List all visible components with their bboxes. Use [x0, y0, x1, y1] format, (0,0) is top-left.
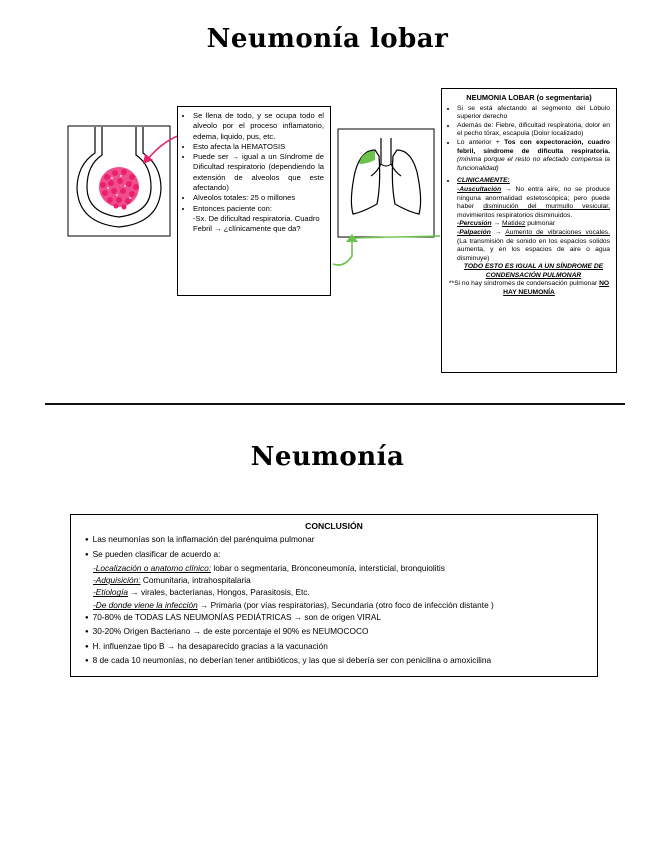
- list-item: • Se llena de todo, y se ocupa todo el alveolo por el proceso inflamatorio, edema, liquido, pus, etc.: [193, 111, 324, 142]
- list-item: • Entonces paciente con:: [193, 204, 324, 214]
- box-header: NEUMONIA LOBAR (o segmentaria): [466, 93, 592, 102]
- title-lobar: Neumonía lobar: [206, 24, 449, 54]
- list-item: ● Las neumonías son la inflamación del parénquima pulmonar: [85, 533, 587, 547]
- box-alveolus-description: [177, 106, 331, 296]
- arrow-green: [330, 232, 445, 272]
- conclusion-header: CONCLUSIÓN: [305, 521, 363, 531]
- list-item: • Si se está afectando al segmento del Lóbulo superior derecho: [457, 105, 610, 122]
- list-item: ● Se pueden clasificar de acuerdo a:: [85, 548, 587, 562]
- classification-localizacion: -Localización o anatomo clínico: lobar o segmentaria, Bronconeumonía, intersticial, bronquiolitis: [93, 562, 445, 573]
- no-pneumonia-note: **Si no hay síndromes de condensación pulmonar NO HAY NEUMONÍA: [448, 280, 610, 297]
- list-item: ● 30-20% Origen Bacteriano → de este porcentaje el 90% es NEUMOCOCO: [85, 625, 587, 639]
- symptoms-text: -Sx. De dificultad respiratoria. Cuadro Febril → ¿clínicamente que da?: [193, 213, 320, 234]
- condensation-note: TODO ESTO ES IGUAL A UN SÍNDROME DE CONDENSACIÓN PULMONAR: [463, 263, 604, 279]
- list-item: ● 8 de cada 10 neumonías, no deberían tener antibióticos, y las que si debería ser con penicilina o amoxicilina: [85, 654, 587, 668]
- percussion-text: -Percusión → Matidez pulmonar: [457, 220, 556, 228]
- box-neumonia-lobar: [441, 88, 617, 373]
- palpation-text: -Palpación → Aumento de vibraciones vocales. (La transmisión de sonido en los espacios solidos aumenta, y en los espacios de aire o agua disminuye): [457, 228, 610, 262]
- clinic-label: • CLINICAMENTE:: [457, 177, 610, 186]
- list-item: • Alveolos totales: 25 o millones: [193, 193, 324, 203]
- title-neumonia: Neumonía: [250, 442, 405, 472]
- classification-origen: -De donde viene la infección → Primaria (por vías respiratorias), Secundaria (otro foco de infección distante ): [93, 599, 494, 610]
- box-conclusion: [70, 514, 598, 677]
- auscultation-text: -Auscultación → No entra aire, no se produce ninguna anormalidad estetoscópica; pero puede haber disminución del murmullo vesicular, movimientos respiratorios disminuidos.: [457, 185, 611, 219]
- alveolus-fill: [99, 167, 139, 210]
- list-item: • Lo anterior + Tos con expectoración, cuadro febril, síndrome de dificulta respiratoria. (mínima porque el resto no afectado compensa la funcionalidad): [457, 139, 610, 173]
- section-divider: [45, 403, 625, 405]
- list-item: • Además de: Fiebre, dificultad respiratoria, dolor en el pecho tórax, escapula (Dolor localizado): [457, 122, 610, 139]
- list-item: ● H. influenzae tipo B → ha desaparecido gracias a la vacunación: [85, 640, 587, 654]
- classification-adquisicion: -Adquisición: Comunitaria, intrahospitalaria: [93, 575, 251, 586]
- list-item: • Puede ser → igual a un Síndrome de Dificultad respiratorio (dependiendo la extensión de alveolos que este afectando): [193, 152, 324, 193]
- lungs-illustration: [337, 128, 437, 240]
- list-item: • Esto afecta la HEMATOSIS: [193, 142, 324, 152]
- list-item: ● 70-80% de TODAS LAS NEUMONÍAS PEDIÁTRICAS → son de origen VIRAL: [85, 611, 587, 625]
- classification-etiologia: -Etiología → virales, bacterianas, Hongos, Parasitosis, Etc.: [93, 587, 310, 598]
